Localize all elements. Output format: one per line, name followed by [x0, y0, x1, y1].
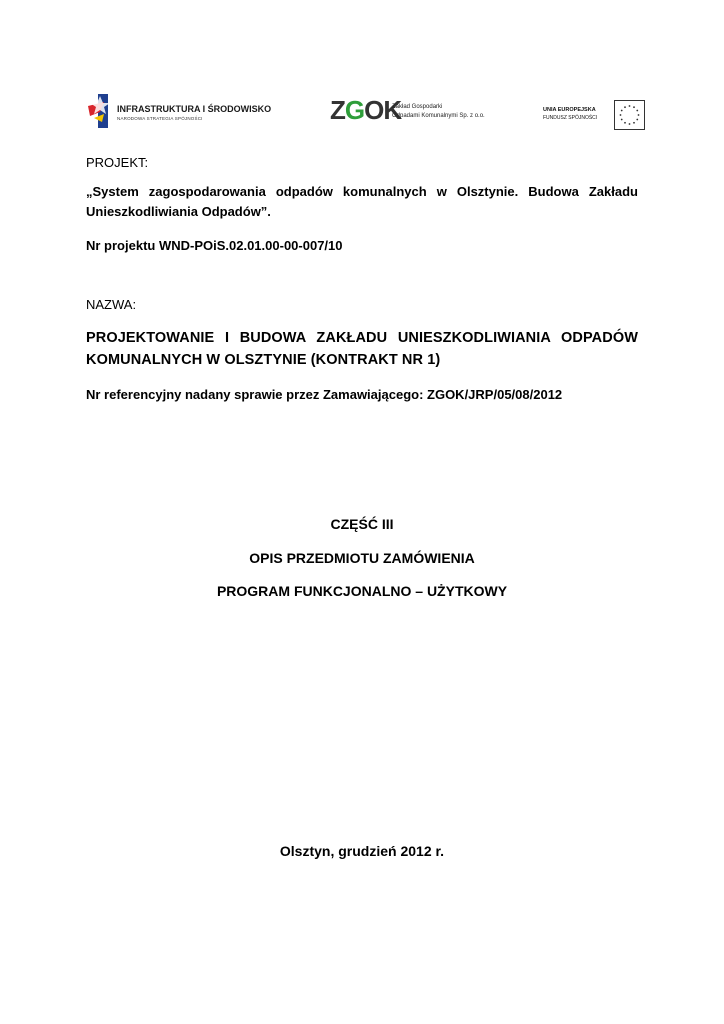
- eu-star-icon: [629, 105, 631, 107]
- section-subheading: PROGRAM FUNKCJONALNO – UŻYTKOWY: [216, 583, 508, 599]
- eu-star-icon: [624, 122, 626, 124]
- eu-star-icon: [633, 106, 635, 108]
- eu-star-icon: [620, 114, 622, 116]
- eu-star-icon: [624, 106, 626, 108]
- project-number: Nr projektu WND-POiS.02.01.00-00-007/10: [86, 238, 343, 253]
- eu-star-icon: [621, 119, 623, 121]
- logo-left-name: INFRASTRUKTURA I ŚRODOWISKO: [117, 104, 272, 114]
- eu-star-icon: [633, 122, 635, 124]
- zgok-mark-accent: G: [344, 95, 365, 125]
- section-heading: OPIS PRZEDMIOTU ZAMÓWIENIA: [249, 550, 475, 566]
- eu-star-icon: [621, 110, 623, 112]
- zgok-line2: Odpadami Komunalnymi Sp. z o.o.: [392, 113, 485, 119]
- eu-flag-icon: [614, 100, 645, 130]
- eu-star-icon: [638, 114, 640, 116]
- eu-star-icon: [636, 119, 638, 121]
- zgok-mark: [330, 96, 401, 124]
- zgok-mark-prefix: Z: [330, 95, 345, 125]
- eu-line1: UNIA EUROPEJSKA: [543, 107, 596, 113]
- zgok-line1: Zakład Gospodarki: [392, 104, 443, 110]
- zgok-mark-suffix: OK: [364, 95, 402, 125]
- eu-logo: [541, 100, 645, 130]
- infrastruktura-logo: [86, 92, 286, 132]
- logo-left-subtitle: NARODOWA STRATEGIA SPÓJNOŚCI: [117, 116, 203, 121]
- project-label: PROJEKT:: [86, 155, 149, 170]
- name-title: PROJEKTOWANIE I BUDOWA ZAKŁADU UNIESZKODLIWIANIA ODPADÓW KOMUNALNYCH W OLSZTYNIE (KONTRAKT NR 1): [86, 330, 638, 368]
- project-title: „System zagospodarowania odpadów komunalnych w Olsztynie. Budowa Zakładu Unieszkodliwiania Odpadów”.: [86, 184, 638, 219]
- place-date: Olsztyn, grudzień 2012 r.: [279, 843, 445, 859]
- eu-line2: FUNDUSZ SPÓJNOŚCI: [543, 115, 598, 121]
- reference-number: Nr referencyjny nadany sprawie przez Zamawiającego: ZGOK/JRP/05/08/2012: [86, 387, 563, 402]
- part-heading: CZĘŚĆ III: [330, 516, 394, 532]
- nss-emblem-icon: [86, 92, 114, 132]
- name-label: NAZWA:: [86, 297, 137, 312]
- eu-star-icon: [636, 110, 638, 112]
- eu-star-icon: [629, 123, 631, 125]
- zgok-logo: [330, 96, 500, 130]
